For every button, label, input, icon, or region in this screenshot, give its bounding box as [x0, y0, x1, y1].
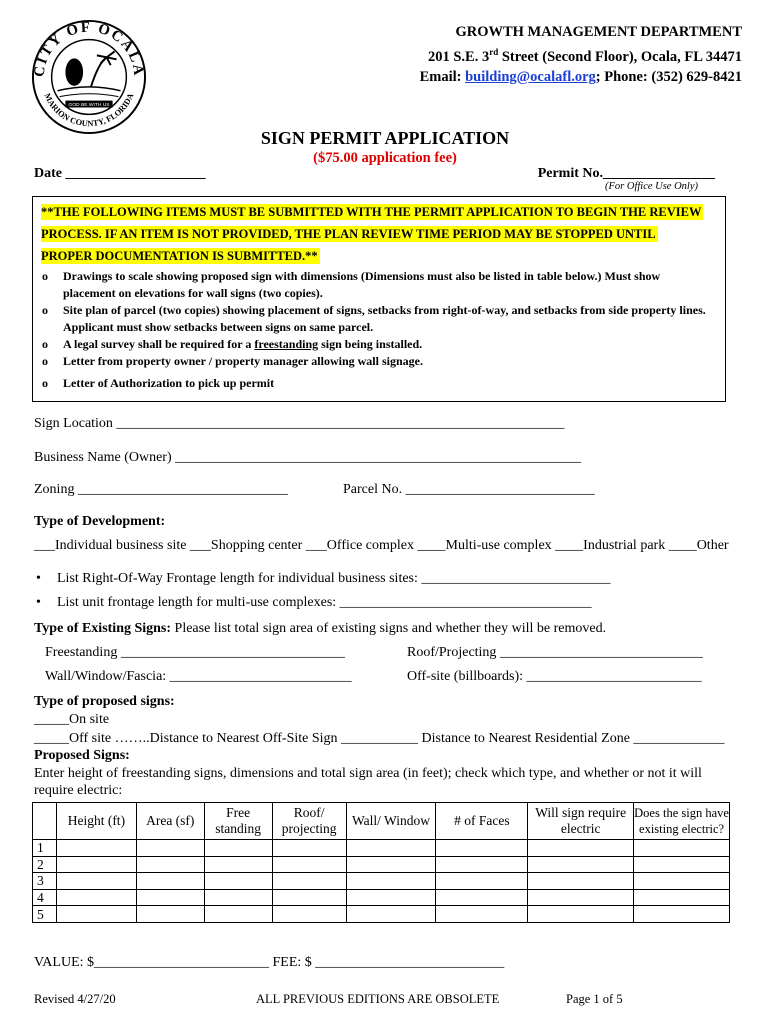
table-cell[interactable] — [136, 906, 204, 923]
table-header-cell: # of Faces — [436, 803, 528, 840]
table-cell[interactable] — [272, 840, 346, 857]
table-cell[interactable] — [204, 856, 272, 873]
city-seal-logo — [30, 18, 148, 136]
proposed-instructions: Enter height of freestanding signs, dimensions and total sign area (in feet); check which type, and whether or not it will require electric: — [34, 766, 702, 798]
bullet-icon: o — [42, 376, 48, 390]
table-cell[interactable] — [272, 856, 346, 873]
table-cell[interactable] — [272, 889, 346, 906]
table-cell[interactable] — [634, 873, 730, 890]
table-cell[interactable] — [346, 906, 436, 923]
table-cell[interactable] — [136, 856, 204, 873]
table-row — [33, 906, 730, 923]
business-name-field[interactable]: Business Name (Owner) __________________________________________________________ — [34, 450, 582, 465]
parcel-number-field[interactable]: Parcel No. ___________________________ — [343, 482, 595, 497]
date-field[interactable]: Date ____________________ — [34, 166, 206, 181]
page-number: Page 1 of 5 — [566, 992, 623, 1006]
table-cell[interactable] — [436, 889, 528, 906]
table-cell[interactable] — [56, 840, 136, 857]
table-header-cell: Will sign require electric — [528, 803, 634, 840]
department-contact: Email: building@ocalafl.org; Phone: (352) 629-8421 — [419, 68, 742, 85]
office-use-note: (For Office Use Only) — [604, 181, 698, 192]
table-cell[interactable] — [204, 889, 272, 906]
row-frontage-field[interactable]: List Right-Of-Way Frontage length for individual business sites: ___________________________ — [57, 571, 611, 586]
table-header-cell: Roof/ projecting — [272, 803, 346, 840]
existing-signs-line: Type of Existing Signs: Please list total sign area of existing signs and whether they will be removed. — [34, 621, 607, 636]
page-title: SIGN PERMIT APPLICATION — [260, 128, 510, 148]
list-item: o Drawings to scale showing proposed sign with dimensions (Dimensions must also be listed in table below.) Must show placement on elevations for wall signs (two copies). — [42, 269, 661, 300]
row-number: 1 — [33, 840, 57, 857]
sign-location-field[interactable]: Sign Location ________________________________________________________________ — [34, 416, 565, 431]
table-header-cell — [33, 803, 57, 840]
table-header-cell: Area (sf) — [136, 803, 204, 840]
table-cell[interactable] — [136, 873, 204, 890]
table-cell[interactable] — [436, 906, 528, 923]
development-type-heading: Type of Development: — [34, 514, 166, 529]
row-number: 3 — [33, 873, 57, 890]
table-cell[interactable] — [634, 906, 730, 923]
list-item: o A legal survey shall be required for a freestanding sign being installed. — [42, 337, 423, 351]
bullet-icon: • — [36, 571, 41, 586]
table-row — [33, 873, 730, 890]
svg-text:MARION COUNTY, FLORIDA: MARION COUNTY, FLORIDA — [42, 91, 136, 129]
requirements-list — [33, 268, 723, 392]
table-row — [33, 856, 730, 873]
table-cell[interactable] — [346, 873, 436, 890]
table-header-cell: Wall/ Window — [346, 803, 436, 840]
table-cell[interactable] — [272, 873, 346, 890]
table-cell[interactable] — [56, 873, 136, 890]
department-header — [420, 22, 742, 87]
fee-note: ($75.00 application fee) — [313, 150, 457, 166]
value-fee-field[interactable]: VALUE: $_________________________ FEE: $ ___________________________ — [34, 955, 505, 970]
roof-projecting-field[interactable]: Roof/Projecting _____________________________ — [407, 645, 703, 660]
unit-frontage-field[interactable]: List unit frontage length for multi-use complexes: ____________________________________ — [57, 595, 592, 610]
bullet-icon: o — [42, 303, 48, 317]
table-header-cell: Free standing — [204, 803, 272, 840]
development-type-options[interactable]: ___Individual business site ___Shopping center ___Office complex ____Multi-use complex ____Industrial park ____Other — [34, 538, 729, 553]
bullet-icon: • — [36, 595, 41, 610]
department-address: 201 S.E. 3rd Street (Second Floor), Ocala, FL 34471 — [427, 47, 742, 65]
list-item: o Site plan of parcel (two copies) showing placement of signs, setbacks from right-of-way, and setbacks from side property lines. Applicant must show setbacks between signs on same parcel. — [42, 303, 706, 334]
proposed-signs-heading: Proposed Signs: — [34, 748, 130, 763]
table-header-cell: Height (ft) — [56, 803, 136, 840]
requirements-box — [32, 196, 726, 402]
table-cell[interactable] — [136, 889, 204, 906]
row-number: 4 — [33, 889, 57, 906]
row-number: 2 — [33, 856, 57, 873]
table-cell[interactable] — [204, 906, 272, 923]
permit-number-field[interactable]: Permit No.________________ — [537, 166, 715, 181]
proposed-signs-table — [32, 802, 730, 923]
table-cell[interactable] — [56, 906, 136, 923]
table-row — [33, 840, 730, 857]
zoning-field[interactable]: Zoning ______________________________ — [34, 482, 288, 497]
table-cell[interactable] — [528, 840, 634, 857]
table-cell[interactable] — [436, 873, 528, 890]
off-site-option[interactable]: _____Off site ……..Distance to Nearest Off-Site Sign ___________ Distance to Nearest Residential Zone _____________ — [34, 731, 725, 746]
table-cell[interactable] — [528, 889, 634, 906]
row-number: 5 — [33, 906, 57, 923]
list-item: o Letter from property owner / property manager allowing wall signage. — [42, 354, 423, 368]
on-site-option[interactable]: _____On site — [34, 712, 110, 727]
list-item: o Letter of Authorization to pick up permit — [42, 376, 275, 390]
proposed-type-heading: Type of proposed signs: — [34, 694, 175, 709]
table-cell[interactable] — [136, 840, 204, 857]
bullet-icon: o — [42, 337, 48, 351]
svg-text:CITY OF OCALA: CITY OF OCALA — [31, 19, 147, 78]
table-cell[interactable] — [634, 840, 730, 857]
bullet-icon: o — [42, 269, 48, 283]
table-cell[interactable] — [528, 856, 634, 873]
revised-date: Revised 4/27/20 — [34, 992, 116, 1006]
table-header-cell: Does the sign have existing electric? — [634, 803, 730, 840]
table-cell[interactable] — [56, 856, 136, 873]
wall-window-fascia-field[interactable]: Wall/Window/Fascia: __________________________ — [45, 669, 352, 684]
table-cell[interactable] — [272, 906, 346, 923]
table-cell[interactable] — [634, 856, 730, 873]
freestanding-field[interactable]: Freestanding ________________________________ — [45, 645, 345, 660]
notice-line: PROCESS. IF AN ITEM IS NOT PROVIDED, THE PLAN REVIEW TIME PERIOD MAY BE STOPPED UNTIL — [41, 227, 656, 241]
email-link[interactable]: building@ocalafl.org — [465, 68, 596, 85]
table-row — [33, 889, 730, 906]
table-cell[interactable] — [436, 840, 528, 857]
offsite-billboards-field[interactable]: Off-site (billboards): _________________________ — [407, 669, 702, 684]
table-cell[interactable] — [528, 906, 634, 923]
svg-text:GOD BE WITH US: GOD BE WITH US — [68, 103, 110, 109]
table-cell[interactable] — [528, 873, 634, 890]
table-cell[interactable] — [634, 889, 730, 906]
table-cell[interactable] — [204, 840, 272, 857]
notice-line: PROPER DOCUMENTATION IS SUBMITTED.** — [41, 249, 318, 263]
department-name: GROWTH MANAGEMENT DEPARTMENT — [455, 24, 742, 40]
table-cell[interactable] — [346, 889, 436, 906]
table-cell[interactable] — [346, 856, 436, 873]
notice-line: **THE FOLLOWING ITEMS MUST BE SUBMITTED WITH THE PERMIT APPLICATION TO BEGIN THE REVIEW — [41, 205, 702, 219]
table-header-row — [33, 803, 730, 840]
bullet-icon: o — [42, 354, 48, 368]
table-cell[interactable] — [346, 840, 436, 857]
table-cell[interactable] — [436, 856, 528, 873]
table-cell[interactable] — [204, 873, 272, 890]
table-cell[interactable] — [56, 889, 136, 906]
obsolete-notice: ALL PREVIOUS EDITIONS ARE OBSOLETE — [256, 992, 500, 1006]
